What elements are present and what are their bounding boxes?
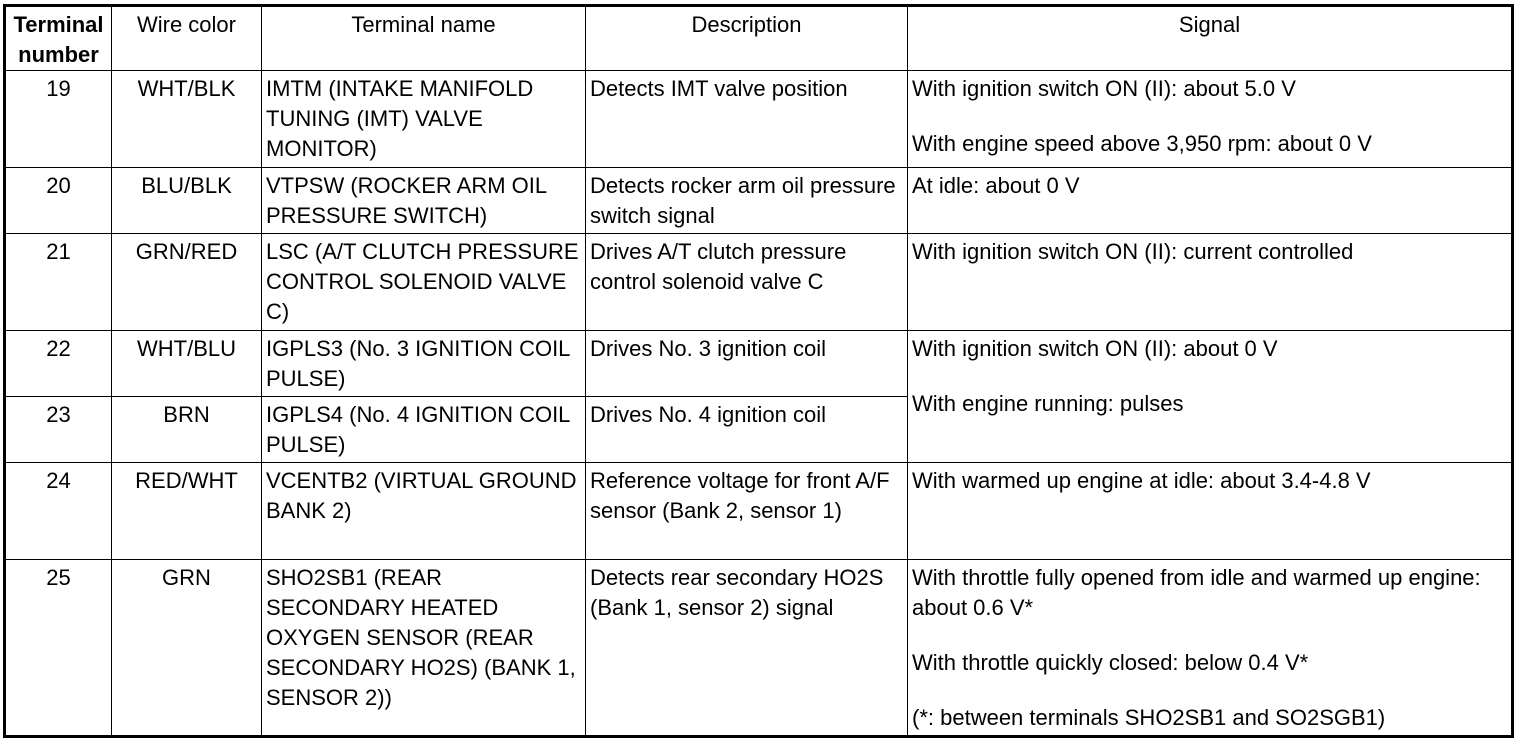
description: Detects rear secondary HO2S (Bank 1, sensor 2) signal <box>586 560 908 737</box>
header-terminal-number-line2: number <box>18 42 99 67</box>
wire-color: WHT/BLK <box>112 71 262 168</box>
signal-line: With ignition switch ON (II): about 5.0 V <box>912 76 1296 101</box>
terminal-number: 19 <box>5 71 112 168</box>
table-row <box>5 234 1513 331</box>
header-description: Description <box>586 6 908 71</box>
description: Drives No. 3 ignition coil <box>586 331 908 397</box>
wire-color: WHT/BLU <box>112 331 262 397</box>
header-row <box>5 6 1513 71</box>
signal <box>908 168 1513 234</box>
signal-line: (*: between terminals SHO2SB1 and SO2SGB1) <box>912 705 1386 730</box>
table-row <box>5 331 1513 397</box>
terminal-name: LSC (A/T CLUTCH PRESSURE CONTROL SOLENOID VALVE C) <box>262 234 586 331</box>
signal-line: With warmed up engine at idle: about 3.4-4.8 V <box>912 468 1371 493</box>
terminal-name: VCENTB2 (VIRTUAL GROUND BANK 2) <box>262 463 586 560</box>
terminal-number: 20 <box>5 168 112 234</box>
table-row <box>5 168 1513 234</box>
signal <box>908 234 1513 331</box>
terminal-name: VTPSW (ROCKER ARM OIL PRESSURE SWITCH) <box>262 168 586 234</box>
terminal-number: 23 <box>5 397 112 463</box>
description: Detects rocker arm oil pressure switch signal <box>586 168 908 234</box>
terminal-name: IGPLS3 (No. 3 IGNITION COIL PULSE) <box>262 331 586 397</box>
signal-line: With ignition switch ON (II): current controlled <box>912 239 1354 264</box>
signal <box>908 331 1513 463</box>
description: Drives A/T clutch pressure control solenoid valve C <box>586 234 908 331</box>
table-row <box>5 560 1513 737</box>
wire-color: BRN <box>112 397 262 463</box>
signal-line: With ignition switch ON (II): about 0 V <box>912 336 1278 361</box>
wire-color: GRN <box>112 560 262 737</box>
signal <box>908 71 1513 168</box>
signal-line: With throttle fully opened from idle and warmed up engine: about 0.6 V* <box>912 565 1481 620</box>
terminal-number: 24 <box>5 463 112 560</box>
terminal-table <box>3 4 1514 738</box>
wire-color: RED/WHT <box>112 463 262 560</box>
header-wire-color: Wire color <box>112 6 262 71</box>
signal <box>908 560 1513 737</box>
table-row <box>5 463 1513 560</box>
signal <box>908 463 1513 560</box>
terminal-number: 25 <box>5 560 112 737</box>
header-signal: Signal <box>908 6 1513 71</box>
description: Reference voltage for front A/F sensor (Bank 2, sensor 1) <box>586 463 908 560</box>
header-terminal-number-line1: Terminal <box>13 12 104 37</box>
signal-line: With engine running: pulses <box>912 391 1184 416</box>
header-terminal-name: Terminal name <box>262 6 586 71</box>
table-row <box>5 71 1513 168</box>
terminal-number: 21 <box>5 234 112 331</box>
wire-color: BLU/BLK <box>112 168 262 234</box>
terminal-name: IMTM (INTAKE MANIFOLD TUNING (IMT) VALVE MONITOR) <box>262 71 586 168</box>
signal-line: With throttle quickly closed: below 0.4 V* <box>912 650 1309 675</box>
wire-color: GRN/RED <box>112 234 262 331</box>
description: Detects IMT valve position <box>586 71 908 168</box>
description: Drives No. 4 ignition coil <box>586 397 908 463</box>
terminal-number: 22 <box>5 331 112 397</box>
terminal-name: IGPLS4 (No. 4 IGNITION COIL PULSE) <box>262 397 586 463</box>
terminal-name: SHO2SB1 (REAR SECONDARY HEATED OXYGEN SENSOR (REAR SECONDARY HO2S) (BANK 1, SENSOR 2)) <box>262 560 586 737</box>
header-terminal-number <box>5 6 112 71</box>
signal-line: With engine speed above 3,950 rpm: about 0 V <box>912 131 1372 156</box>
signal-line: At idle: about 0 V <box>912 173 1080 198</box>
